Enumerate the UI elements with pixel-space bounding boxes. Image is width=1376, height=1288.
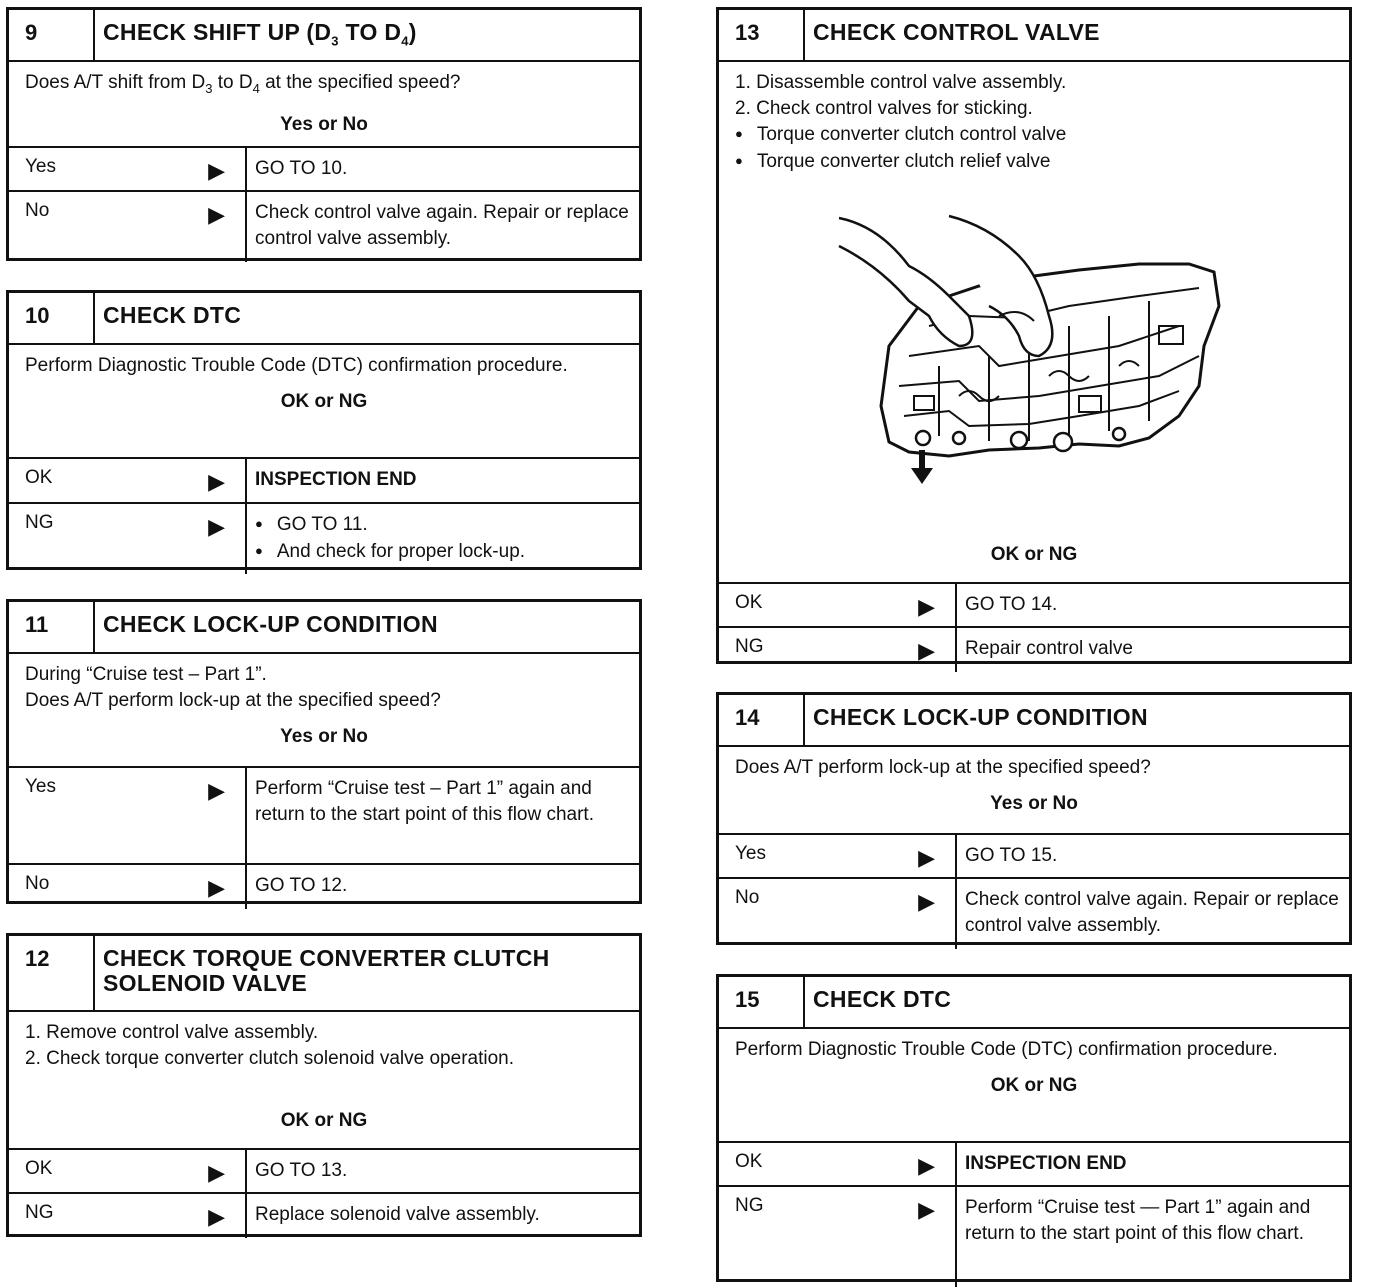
- result-label: Yes ▶: [9, 768, 247, 863]
- step-13-box: [716, 7, 1352, 664]
- arrow-right-icon: ▶: [918, 638, 935, 663]
- step-14-box: [716, 692, 1352, 945]
- arrow-right-icon: ▶: [918, 889, 935, 914]
- result-text: INSPECTION END: [255, 469, 417, 490]
- step-10-box: [6, 290, 642, 570]
- answer-options: OK or NG: [280, 391, 368, 412]
- arrow-right-icon: ▶: [208, 469, 225, 494]
- list-item: 2. Check torque converter clutch solenoid valve operation.: [25, 1048, 514, 1069]
- list-item: ● And check for proper lock-up.: [255, 539, 631, 566]
- result-label: OK ▶: [9, 1150, 247, 1192]
- list-item: 1. Remove control valve assembly.: [25, 1022, 319, 1043]
- step-15-box: [716, 974, 1352, 1282]
- result-text: GO TO 12.: [255, 875, 348, 896]
- result-text: GO TO 15.: [965, 845, 1058, 866]
- step-title: CHECK TORQUE CONVERTER CLUTCH SOLENOID VALVE: [103, 945, 550, 996]
- list-item: 2. Check control valves for sticking.: [735, 98, 1033, 119]
- result-text: Perform “Cruise test – Part 1” again and return to the start point of this flow chart.: [255, 778, 594, 825]
- arrow-right-icon: ▶: [208, 1204, 225, 1229]
- result-text: Replace solenoid valve assembly.: [255, 1204, 540, 1225]
- arrow-right-icon: ▶: [918, 594, 935, 619]
- result-label: NG ▶: [9, 1194, 247, 1238]
- answer-options: Yes or No: [280, 726, 368, 747]
- step-11-box: [6, 599, 642, 904]
- answer-options: OK or NG: [990, 544, 1078, 565]
- step-question: Perform Diagnostic Trouble Code (DTC) confirmation procedure. OK or NG: [719, 1029, 1349, 1141]
- result-text: INSPECTION END: [965, 1153, 1127, 1174]
- result-label: OK ▶: [719, 584, 957, 626]
- answer-options: OK or NG: [990, 1075, 1078, 1096]
- list-item: ● GO TO 11.: [255, 512, 631, 539]
- arrow-right-icon: ▶: [208, 1160, 225, 1185]
- step-title: CHECK DTC: [813, 986, 952, 1012]
- answer-options: Yes or No: [280, 113, 368, 135]
- result-text: [247, 504, 639, 574]
- result-text: Perform “Cruise test — Part 1” again and return to the start point of this flow chart.: [965, 1197, 1311, 1244]
- step-title: CHECK SHIFT UP ($D_3$ TO $D_4$): [103, 19, 417, 49]
- arrow-right-icon: ▶: [918, 1197, 935, 1222]
- arrow-right-icon: ▶: [208, 778, 225, 803]
- step-procedure: [9, 1012, 639, 1148]
- arrow-right-icon: ▶: [918, 845, 935, 870]
- result-text: GO TO 13.: [255, 1160, 348, 1181]
- step-number: 13: [719, 10, 805, 60]
- step-title: CHECK DTC: [103, 302, 242, 328]
- result-text: GO TO 10.: [255, 158, 348, 179]
- step-title: CHECK LOCK-UP CONDITION: [813, 704, 1148, 730]
- list-item: ● Torque converter clutch control valve: [735, 122, 1333, 149]
- step-number: 15: [719, 977, 805, 1027]
- arrow-right-icon: ▶: [918, 1153, 935, 1178]
- answer-options: Yes or No: [990, 793, 1078, 814]
- result-label: No ▶: [719, 879, 957, 949]
- result-label: No ▶: [9, 865, 247, 909]
- step-number: 14: [719, 695, 805, 745]
- arrow-right-icon: ▶: [208, 202, 225, 227]
- result-text: Check control valve again. Repair or replace control valve assembly.: [255, 202, 629, 249]
- step-number: 11: [9, 602, 95, 652]
- step-12-box: [6, 933, 642, 1237]
- step-number: 12: [9, 936, 95, 1010]
- result-text: GO TO 14.: [965, 594, 1058, 615]
- result-label: Yes ▶: [719, 835, 957, 877]
- list-item: ● Torque converter clutch relief valve: [735, 149, 1333, 176]
- result-label: Yes ▶: [9, 148, 247, 190]
- step-number: 10: [9, 293, 95, 343]
- result-label: NG ▶: [719, 628, 957, 672]
- step-9-box: [6, 7, 642, 261]
- step-question: During “Cruise test – Part 1”. Does A/T perform lock-up at the specified speed? Yes or No: [9, 654, 639, 766]
- result-label: NG ▶: [9, 504, 247, 574]
- result-text: Repair control valve: [965, 638, 1133, 659]
- arrow-right-icon: ▶: [208, 875, 225, 900]
- step-title: CHECK CONTROL VALVE: [813, 19, 1100, 45]
- answer-options: OK or NG: [280, 1110, 368, 1131]
- result-text: Check control valve again. Repair or replace control valve assembly.: [965, 889, 1339, 936]
- step-title: CHECK LOCK-UP CONDITION: [103, 611, 438, 637]
- step-number: 9: [9, 10, 95, 60]
- control-valve-illustration: [819, 206, 1239, 496]
- arrow-right-icon: ▶: [208, 514, 225, 539]
- step-question: Does A/T perform lock-up at the specified speed? Yes or No: [719, 747, 1349, 833]
- result-label: No ▶: [9, 192, 247, 262]
- result-label: OK ▶: [719, 1143, 957, 1185]
- step-question: Does A/T shift from $D_3$ to $D_4$ at the specified speed? Yes or No: [9, 62, 639, 146]
- arrow-right-icon: ▶: [208, 158, 225, 183]
- step-question: Perform Diagnostic Trouble Code (DTC) confirmation procedure. OK or NG: [9, 345, 639, 457]
- result-label: OK ▶: [9, 459, 247, 502]
- list-item: 1. Disassemble control valve assembly.: [735, 72, 1067, 93]
- step-procedure: [719, 62, 1349, 582]
- result-label: NG ▶: [719, 1187, 957, 1287]
